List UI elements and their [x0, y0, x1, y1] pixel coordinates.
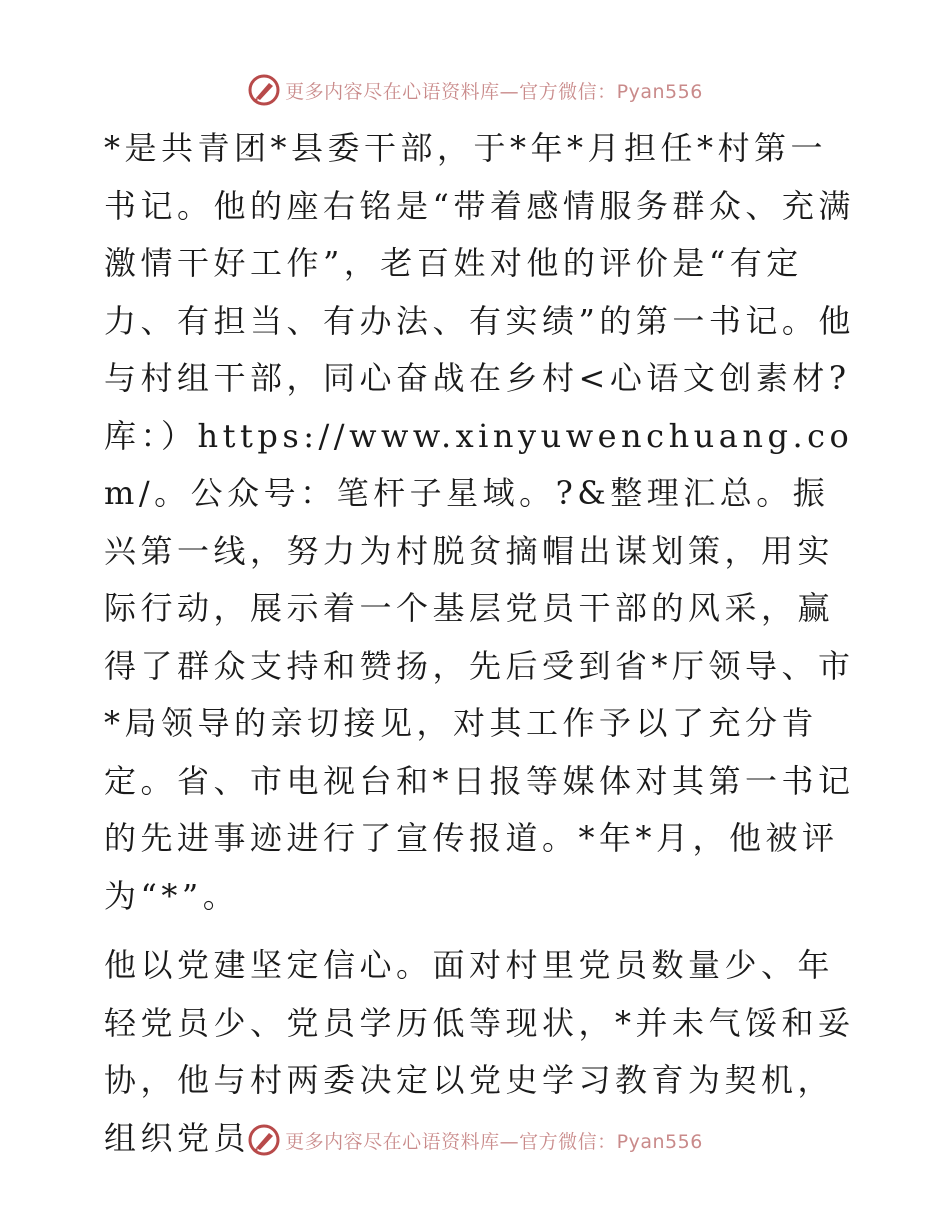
- watermark-header: [0, 70, 950, 110]
- watermark-footer: [0, 1120, 950, 1160]
- document-body: [98, 120, 858, 1167]
- pen-in-circle-logo: [247, 1123, 281, 1157]
- pen-in-circle-logo: [247, 73, 281, 107]
- watermark-text: 更多内容尽在心语资料库—官方微信：Pyan556: [285, 1130, 703, 1153]
- paragraph-2: 他以党建坚定信心。面对村里党员数量少、年轻党员少、党员学历低等现状，*并未气馁和妥协，他与村两委决定以党史学习教育为契机，组织党员: [104, 946, 855, 1157]
- watermark-text: 更多内容尽在心语资料库—官方微信：Pyan556: [285, 80, 703, 103]
- paragraph-1: *是共青团*县委干部，于*年*月担任*村第一书记。他的座右铭是“带着感情服务群众、充满激情干好工作”，老百姓对他的评价是“有定力、有担当、有办法、有实绩”的第一书记。他与村组干部，同心奋战在乡村<心语文创素材?库：）https://www.xinyuwenchuang.com/。公众号：笔杆子星域。?&整理汇总。振兴第一线，努力为村脱贫摘帽出谋划策，用实际行动，展示着一个基层党员干部的风采，赢得了群众支持和赞扬，先后受到省*厅领导、市*局领导的亲切接见，对其工作予以了充分肯定。省、市电视台和*日报等媒体对其第一书记的先进事迹进行了宣传报道。*年*月，他被评为“*”。: [104, 129, 855, 915]
